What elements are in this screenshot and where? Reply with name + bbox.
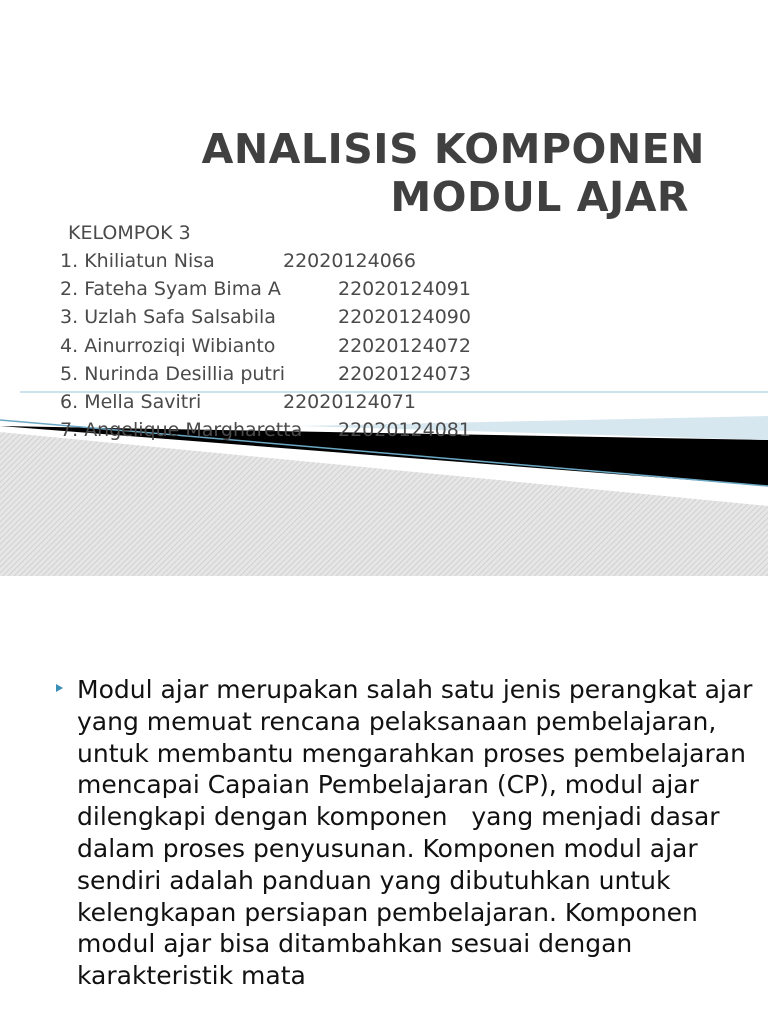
member-row xyxy=(60,303,471,331)
member-name: Angelique Margharetta xyxy=(84,419,303,442)
member-nim: 22020124090 xyxy=(338,306,471,329)
triangle-bullet-icon xyxy=(56,684,63,692)
content-slide xyxy=(0,576,768,1024)
member-nim: 22020124081 xyxy=(338,419,471,442)
member-number: 5. xyxy=(60,362,79,385)
member-row xyxy=(60,416,471,444)
member-number: 1. xyxy=(60,250,79,272)
title-line-1: ANALISIS KOMPONEN xyxy=(201,125,705,173)
member-name: Uzlah Safa Salsabila xyxy=(84,306,276,329)
member-row xyxy=(60,332,471,360)
member-nim: 22020124066 xyxy=(283,250,416,272)
member-number: 3. xyxy=(60,306,79,329)
member-nim: 22020124072 xyxy=(338,334,471,357)
group-label: KELOMPOK 3 xyxy=(68,222,191,244)
member-name: Ainurroziqi Wibianto xyxy=(84,334,276,357)
member-number: 6. xyxy=(60,390,79,413)
bullet-text: Modul ajar merupakan salah satu jenis perangkat ajar yang memuat rencana pelaksanaan pembelajaran, untuk membantu mengarahkan proses pembelajaran mencapai Capaian Pembelajaran (CP), modul ajar dilengkapi dengan komponen yang menjadi dasar dalam proses penyusunan. Komponen modul ajar sendiri adalah panduan yang dibutuhkan untuk kelengkapan persiapan pembelajaran. Komponen modul ajar bisa ditambahkan sesuai dengan karakteristik mata xyxy=(77,675,761,991)
member-number: 2. xyxy=(60,278,79,301)
member-row xyxy=(60,247,416,275)
bullet-item xyxy=(56,674,761,992)
slide-title xyxy=(150,125,705,221)
member-name: Nurinda Desillia putri xyxy=(84,362,285,385)
member-name: Mella Savitri xyxy=(84,390,202,413)
group-member-list xyxy=(60,219,471,444)
member-name: Khiliatun Nisa xyxy=(84,250,215,272)
member-nim: 22020124091 xyxy=(338,278,471,301)
member-row xyxy=(60,360,471,388)
member-nim: 22020124073 xyxy=(338,362,471,385)
member-row xyxy=(60,275,471,303)
title-line-2: MODUL AJAR xyxy=(390,173,689,221)
member-number: 7. xyxy=(60,419,79,442)
member-number: 4. xyxy=(60,334,79,357)
member-nim: 22020124071 xyxy=(283,390,416,413)
member-name: Fateha Syam Bima A xyxy=(84,278,281,301)
member-row xyxy=(60,388,416,416)
